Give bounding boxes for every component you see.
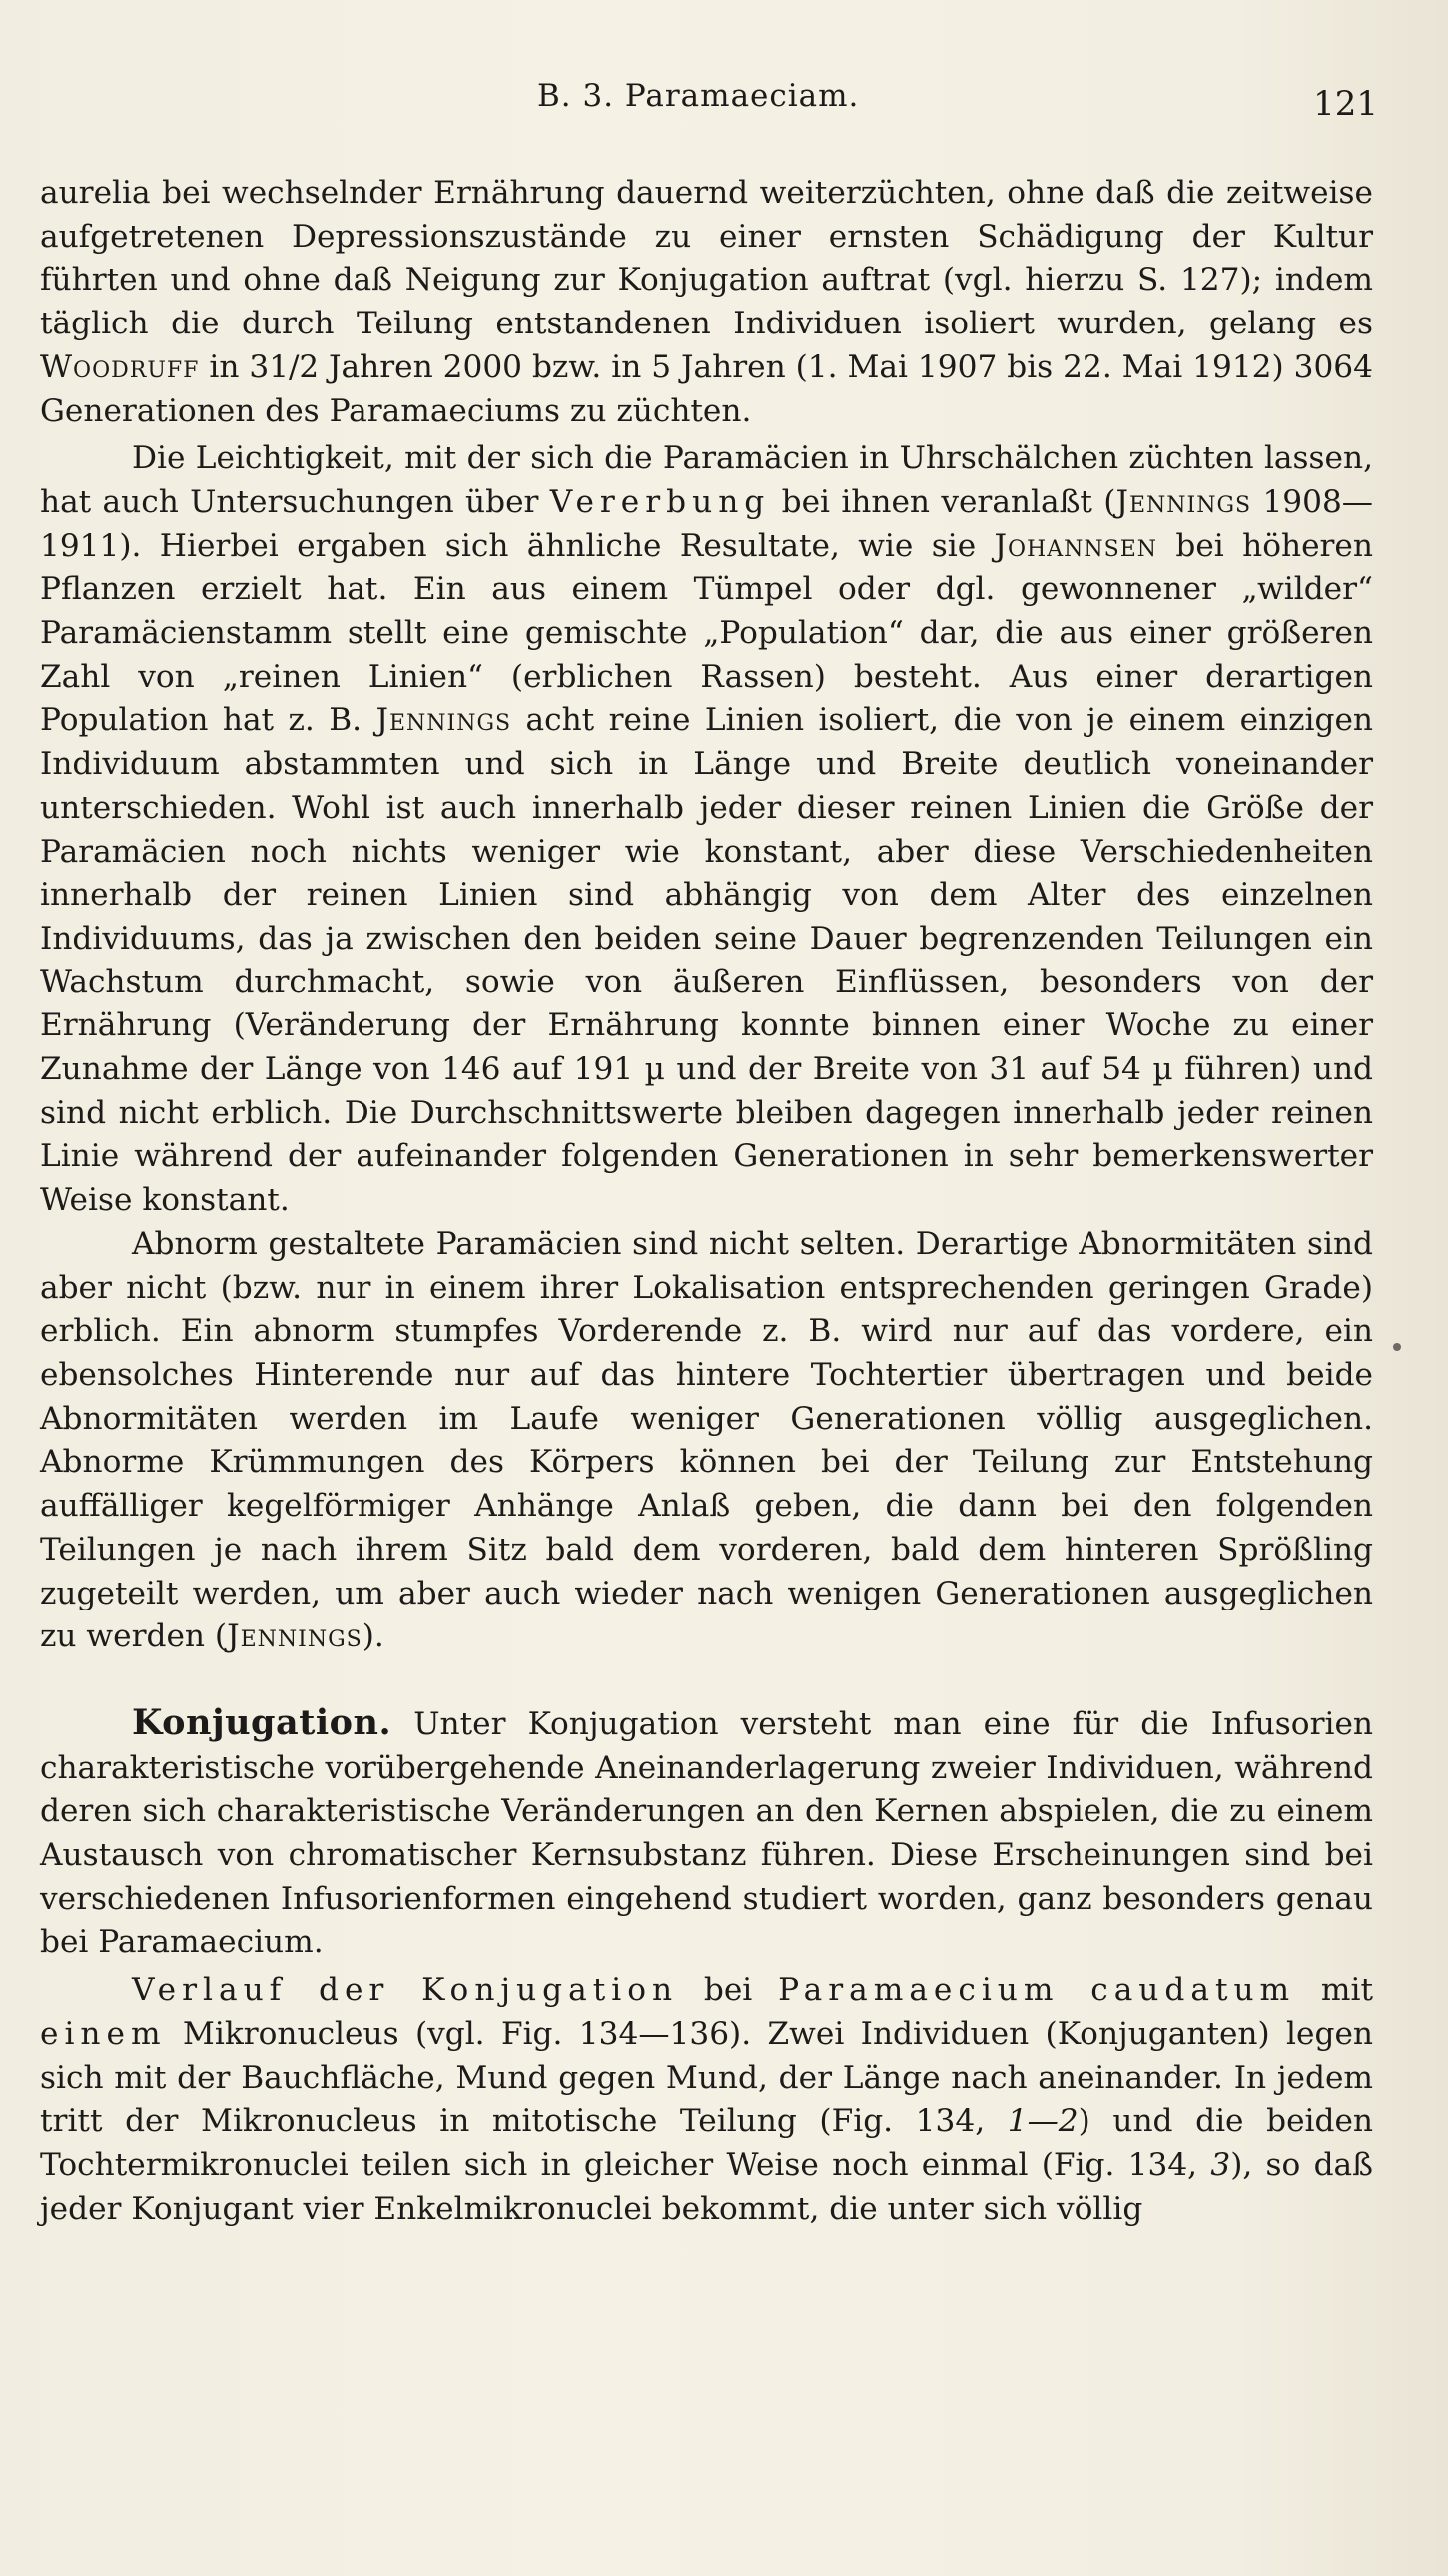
author-name-jennings: Jennings: [1115, 483, 1252, 520]
author-name-jennings: Jennings: [227, 1618, 362, 1655]
emphasis-vererbung: Vererbung: [549, 483, 771, 520]
emphasis-einem: einem: [40, 2015, 167, 2052]
paper-speck: [1393, 1343, 1401, 1351]
author-name-jennings: Jennings: [375, 702, 512, 739]
fraction-one-half: 1/2: [269, 348, 320, 385]
running-head: B. 3. Paramaeciam.: [537, 78, 860, 114]
text-run: aurelia bei wechselnder Ernährung dauernd weiterzüchten, ohne daß die zeitweise aufgetretenen Depressionszustände zu einer ernsten Schädigung der Kultur führten und ohne daß Neigung zur Konjugation auftrat (vgl. hierzu S. 127); indem täglich die durch Teilung entstandenen Individuen isoliert wurden, gelang es: [40, 175, 1373, 342]
text-run: mit: [1295, 1972, 1373, 2009]
text-run: Die Leichtigkeit, mit der sich die Paramäcien in Uhrschälchen züchten lassen, hat auch Untersuchungen über: [40, 440, 1373, 520]
text-run: Abnorm gestaltete Paramäcien sind nicht selten. Derartige Abnormitäten sind aber nicht (bzw. nur in einem ihrer Lokalisation entsprechenden geringen Grade) erblich. Ein abnorm stumpfes Vorderende z. B. wird nur auf das vordere, ein ebensolches Hinterende nur auf das hintere Tochtertier übertragen und beide Abnormitäten werden im Laufe weniger Generationen völlig ausgeglichen. Abnorme Krümmungen des Körpers können bei der Teilung zur Entstehung auffälliger kegelförmiger Anhänge Anlaß geben, die dann bei den folgenden Teilungen je nach ihrem Sitz bald dem vorderen, bald dem hinteren Sprößling zugeteilt werden, um aber auch wieder nach wenigen Generationen ausgeglichen zu werden (: [40, 1225, 1373, 1655]
text-run: ), so daß jeder Konjugant vier Enkelmikronuclei bekommt, die unter sich völlig: [40, 2146, 1373, 2227]
paragraph-verlauf: [40, 1969, 1373, 2231]
author-name-johannsen: Johannsen: [994, 527, 1158, 564]
text-run: Jahren 2000 bzw. in 5 Jahren (1. Mai 1907 bis 22. Mai 1912) 3064 Generationen des Paramaeciums zu züchten.: [40, 348, 1373, 429]
body-text: [40, 172, 1373, 2231]
text-run: ).: [362, 1618, 384, 1655]
author-name-woodruff: Woodruff: [40, 348, 200, 385]
section-title-konjugation: Konjugation.: [132, 1701, 392, 1743]
text-run: bei: [678, 1972, 779, 2009]
paragraph-woodruff: [40, 172, 1373, 433]
page-number: 121: [1313, 84, 1378, 124]
page-header: [40, 78, 1378, 138]
text-run: bei ihnen veranlaßt (: [770, 483, 1116, 520]
text-run: bei höheren Pflanzen erzielt hat. Ein aus einem Tümpel oder dgl. gewonnener „wilder“ Paramäcienstamm stellt eine gemischte „Population“ dar, die aus einer größeren Zahl von „reinen Linien“ (erblichen Rassen) besteht. Aus einer derartigen Population hat z. B.: [40, 527, 1373, 739]
text-run: 1908—1911). Hierbei ergaben sich ähnliche Resultate, wie sie: [40, 483, 1373, 564]
text-run: Unter Konjugation versteht man eine für die Infusorien charakteristische vorübergehende Aneinanderlagerung zweier Individuen, während deren sich charakteristische Veränderungen an den Kernen abspielen, die zu einem Austausch von chromatischer Kernsubstanz führen. Diese Erscheinungen sind bei verschiedenen Infusorienformen eingehend studiert worden, ganz besonders genau bei Paramaecium.: [40, 1705, 1373, 1961]
text-run: acht reine Linien isoliert, die von je einem einzigen Individuum abstammten und sich in Länge und Breite deutlich voneinander unterschieden. Wohl ist auch innerhalb jeder dieser reinen Linien die Größe der Paramäcien noch nichts weniger wie konstant, aber diese Verschiedenheiten innerhalb der reinen Linien sind abhängig von dem Alter des einzelnen Individuums, das ja zwischen den beiden seine Dauer begrenzenden Teilungen ein Wachstum durchmacht, sowie von äußeren Einflüssen, besonders von der Ernährung (Veränderung der Ernährung konnte binnen einer Woche zu einer Zunahme der Länge von 146 auf 191 µ und der Breite von 31 auf 54 µ führen) und sind nicht erblich. Die Durchschnittswerte bleiben dagegen innerhalb jeder reinen Linie während der aufeinander folgenden Generationen in sehr bemerkenswerter Weise konstant.: [40, 702, 1373, 1219]
paragraph-konjugation: [40, 1701, 1373, 1965]
paragraph-vererbung: [40, 437, 1373, 1223]
paragraph-abnorm: [40, 1223, 1373, 1659]
emphasis-species: Paramaecium caudatum: [778, 1972, 1296, 2009]
text-run: in 3: [199, 348, 270, 385]
emphasis-verlauf: Verlauf der Konjugation: [132, 1972, 679, 2009]
text-run: ) und die beiden Tochtermikronuclei teilen sich in gleicher Weise noch einmal (Fig. 134,: [40, 2103, 1374, 2183]
text-run: Mikronucleus (vgl. Fig. 134—136). Zwei Individuen (Konjuganten) legen sich mit der Bauchfläche, Mund gegen Mund, der Länge nach aneinander. In jedem tritt der Mikronucleus in mitotische Teilung (Fig. 134,: [40, 2015, 1373, 2140]
figure-ref-italic: 1—2: [1007, 2103, 1079, 2140]
figure-ref-italic: 3: [1210, 2146, 1231, 2183]
